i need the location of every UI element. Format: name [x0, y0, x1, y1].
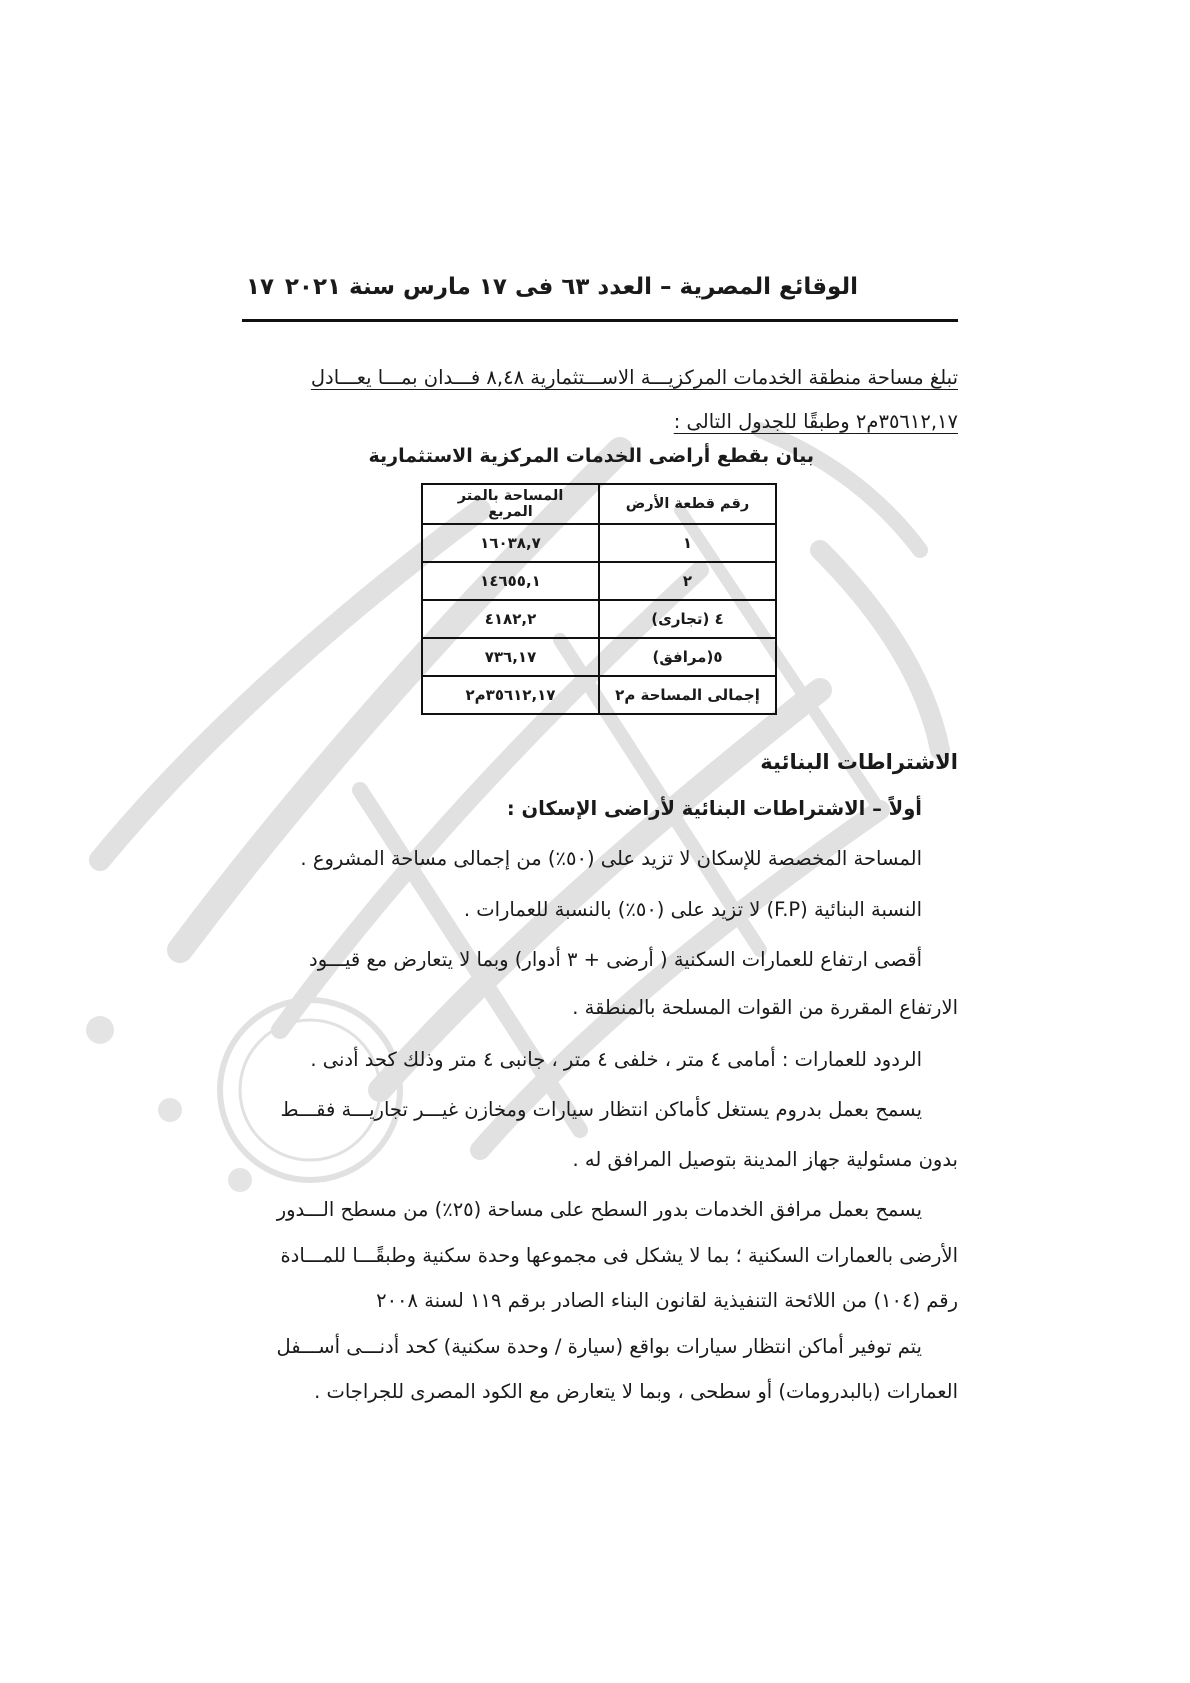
body-line: يتم توفير أماكن انتظار سيارات بواقع (سيارة / وحدة سكنية) كحد أدنـــى أســـفل: [276, 1335, 922, 1358]
body-line: العمارات (بالبدرومات) أو سطحى ، وبما لا يتعارض مع الكود المصرى للجراجات .: [314, 1380, 958, 1403]
section-title: الاشتراطات البنائية: [760, 750, 958, 774]
header-divider: [242, 319, 958, 322]
intro-line-1: تبلغ مساحة منطقة الخدمات المركزيـــة الاســـتثمارية ٨,٤٨ فـــدان بمـــا يعـــادل: [310, 366, 958, 389]
section-subtitle: أولاً – الاشتراطات البنائية لأراضى الإسكان :: [506, 797, 922, 820]
body-line: أقصى ارتفاع للعمارات السكنية ( أرضى + ٣ أدوار) وبما لا يتعارض مع قيـــود: [309, 948, 922, 971]
table-row: [422, 638, 776, 676]
body-line: رقم (١٠٤) من اللائحة التنفيذية لقانون البناء الصادر برقم ١١٩ لسنة ٢٠٠٨: [376, 1289, 958, 1312]
total-label-cell: إجمالى المساحة م٢: [599, 676, 776, 714]
body-line: يسمح بعمل مرافق الخدمات بدور السطح على مساحة (٢٥٪) من مسطح الـــدور: [276, 1198, 922, 1221]
gazette-title: الوقائع المصرية – العدد ٦٣ فى ١٧ مارس سنة ٢٠٢١: [284, 274, 858, 300]
plot-number-cell: ٤ (تجارى): [599, 600, 776, 638]
plot-number-cell: ٥(مرافق): [599, 638, 776, 676]
table-row: [422, 524, 776, 562]
body-line: الردود للعمارات : أمامى ٤ متر ، خلفى ٤ متر ، جانبى ٤ متر وذلك كحد أدنى .: [310, 1048, 922, 1071]
watermark-seal-circle: [220, 1000, 400, 1180]
column-header-plot-number: رقم قطعة الأرض: [599, 484, 776, 524]
page-number: ١٧: [246, 274, 275, 300]
body-line: بدون مسئولية جهاز المدينة بتوصيل المرافق له .: [572, 1148, 958, 1171]
plot-area-cell: ٤١٨٢,٢: [422, 600, 599, 638]
watermark-dot: [86, 1016, 114, 1044]
plot-number-cell: ٢: [599, 562, 776, 600]
intro-line-2: ٣٥٦١٢,١٧م٢ وطبقًا للجدول التالى :: [673, 410, 958, 433]
table-row: [422, 600, 776, 638]
land-plots-table: [421, 483, 777, 715]
watermark-stroke: [380, 690, 820, 1090]
body-line: الأرضى بالعمارات السكنية ؛ بما لا يشكل فى مجموعها وحدة سكنية وطبقًـــا للمـــادة: [280, 1244, 958, 1267]
body-line: المساحة المخصصة للإسكان لا تزيد على (٥٠٪) من إجمالى مساحة المشروع .: [300, 847, 922, 870]
plot-area-cell: ١٤٦٥٥,١: [422, 562, 599, 600]
plot-area-cell: ٧٣٦,١٧: [422, 638, 599, 676]
watermark-dot: [228, 1168, 252, 1192]
total-area-cell: ٣٥٦١٢,١٧م٢: [422, 676, 599, 714]
body-line: الارتفاع المقررة من القوات المسلحة بالمنطقة .: [572, 996, 958, 1019]
table-total-row: [422, 676, 776, 714]
page-header: [242, 268, 958, 318]
table-header-row: [422, 484, 776, 524]
watermark-stroke: [820, 550, 940, 750]
watermark-dot: [158, 1098, 182, 1122]
body-line: يسمح بعمل بدروم يستغل كأماكن انتظار سيارات ومخازن غيـــر تجاريـــة فقـــط: [280, 1098, 922, 1121]
column-header-area: المساحة بالمتر المربع: [422, 484, 599, 524]
plot-number-cell: ١: [599, 524, 776, 562]
table-caption: بيان بقطع أراضى الخدمات المركزية الاستثمارية: [368, 445, 814, 467]
table-row: [422, 562, 776, 600]
watermark-seal-circle: [240, 1020, 380, 1160]
body-line: النسبة البنائية (F.P) لا تزيد على (٥٠٪) بالنسبة للعمارات .: [463, 898, 922, 921]
plot-area-cell: ١٦٠٣٨,٧: [422, 524, 599, 562]
